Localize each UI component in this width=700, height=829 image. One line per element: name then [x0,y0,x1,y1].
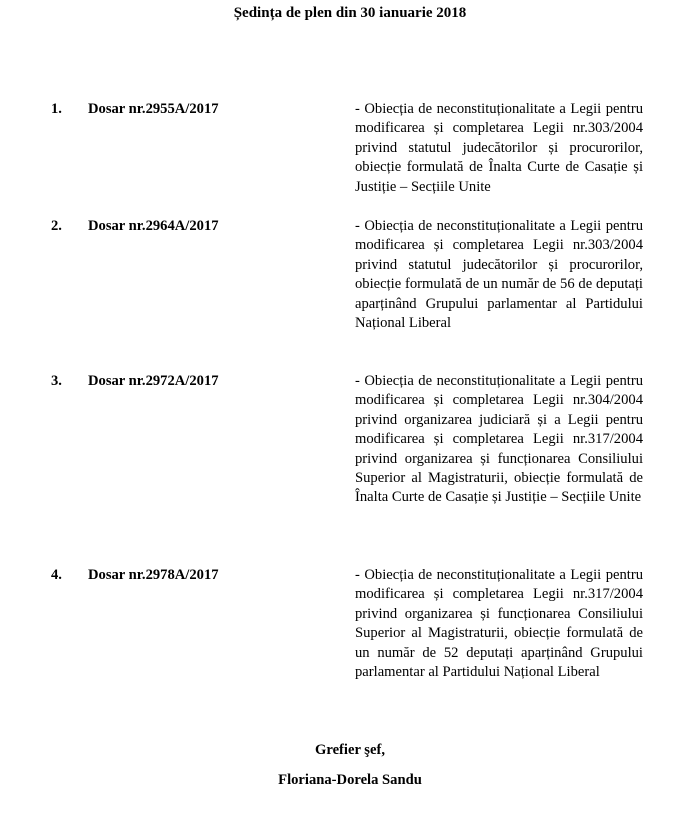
entry-number: 3. [51,373,62,389]
case-file-number: Dosar nr.2964A/2017 [88,218,219,234]
entry-number: 2. [51,218,62,234]
entry-number: 1. [51,101,62,117]
case-description: - Obiecția de neconstituționalitate a Legii pentru modificarea și completarea Legii nr.303/2004 privind statutul judecătorilor și procurorilor, obiecție formulată de un număr de 56 de deputați aparținând Grupului parlamentar al Partidului Național Liberal [355,218,643,332]
case-file-number: Dosar nr.2955A/2017 [88,101,219,117]
case-description: - Obiecția de neconstituționalitate a Legii pentru modificarea și completarea Legii nr.303/2004 privind statutul judecătorilor și procurorilor, obiecție formulată de Înalta Curte de Casație și Justiție – Secțiile Unite [355,101,643,195]
entry-number: 4. [51,567,62,583]
signature-name: Floriana-Dorela Sandu [278,772,422,788]
case-file-number: Dosar nr.2978A/2017 [88,567,219,583]
case-file-number: Dosar nr.2972A/2017 [88,373,219,389]
signature-role: Grefier şef, [315,742,385,758]
page-title: Ședința de plen din 30 ianuarie 2018 [233,5,467,21]
case-description: - Obiecția de neconstituționalitate a Legii pentru modificarea și completarea Legii nr.304/2004 privind organizarea judiciară și a Legii pentru modificarea și completarea Legii nr.317/2004 privind organizarea și funcționarea Consiliului Superior al Magistraturii, obiecție formulată de Înalta Curte de Casație și Justiție – Secțiile Unite [355,373,643,506]
case-description: - Obiecția de neconstituționalitate a Legii pentru modificarea și completarea Legii nr.317/2004 privind organizarea și funcționarea Consiliului Superior al Magistraturii, obiecție formulată de un număr de 52 deputați aparținând Grupului parlamentar al Partidului Național Liberal [355,567,643,681]
